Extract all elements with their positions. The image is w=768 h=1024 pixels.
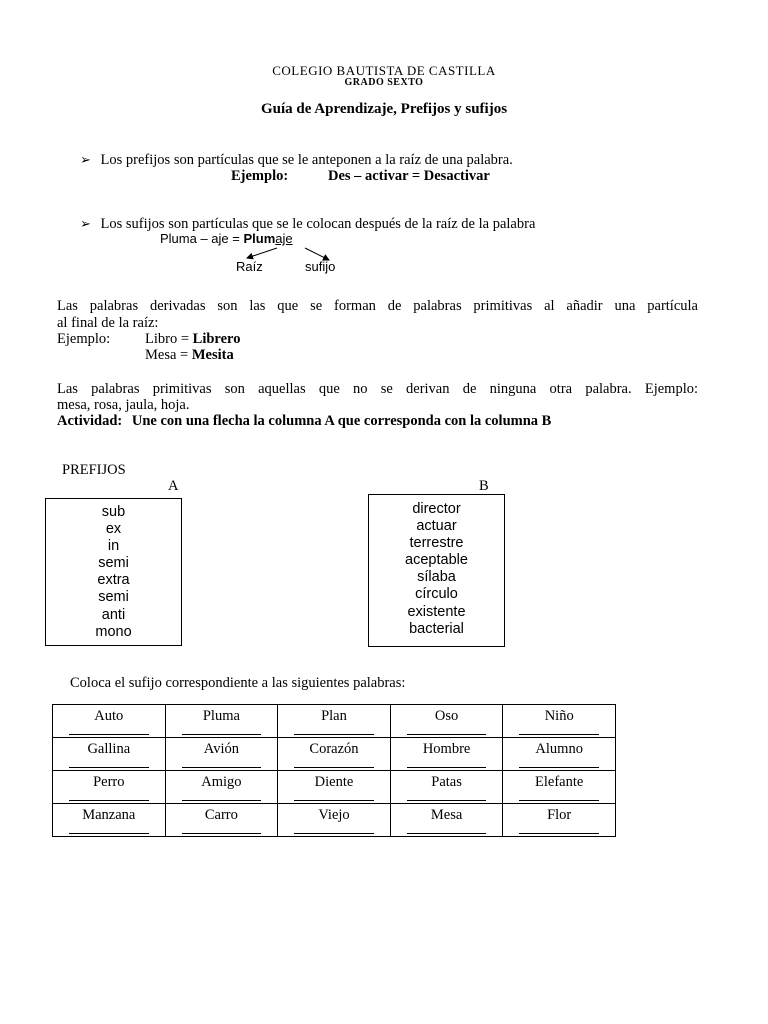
word-cell xyxy=(390,771,503,804)
answer-blank-line[interactable] xyxy=(69,734,149,735)
prefix-bullet-item xyxy=(80,152,513,169)
word-label: Corazón xyxy=(309,741,359,757)
word-cell xyxy=(278,804,391,837)
suffix-label: sufijo xyxy=(305,259,336,274)
answer-blank-line[interactable] xyxy=(182,734,262,735)
column-a-label: A xyxy=(168,478,179,494)
word-label: Gallina xyxy=(87,741,131,757)
word-label: Viejo xyxy=(318,807,350,823)
word-label: Auto xyxy=(94,708,124,724)
word-label: Patas xyxy=(431,774,462,790)
word-label: Elefante xyxy=(535,774,584,790)
word-label: Flor xyxy=(547,807,572,823)
table-row xyxy=(53,804,616,837)
answer-blank-line[interactable] xyxy=(182,767,262,768)
word-cell xyxy=(165,705,278,738)
answer-blank-line[interactable] xyxy=(69,767,149,768)
word-cell xyxy=(278,705,391,738)
match-item: in xyxy=(107,538,120,555)
derived-example-label: Ejemplo: xyxy=(57,331,111,347)
word-label: Plan xyxy=(321,708,347,724)
word-cell xyxy=(165,771,278,804)
match-item: anti xyxy=(101,606,126,623)
word-label: Niño xyxy=(544,708,574,724)
answer-blank-line[interactable] xyxy=(69,833,149,834)
answer-blank-line[interactable] xyxy=(182,800,262,801)
primitive-text-line1: Las palabras primitivas son aquellas que no se derivan de ninguna otra palabra. Ejemplo: xyxy=(57,381,698,397)
word-cell xyxy=(165,804,278,837)
word-cell xyxy=(390,738,503,771)
word-label: Avión xyxy=(203,741,239,757)
derived-text-line1: Las palabras derivadas son las que se forman de palabras primitivas al añadir una partícula xyxy=(57,298,698,314)
word-label: Oso xyxy=(434,708,459,724)
school-name: COLEGIO BAUTISTA DE CASTILLA xyxy=(272,63,496,78)
match-item: semi xyxy=(98,555,129,572)
match-item: aceptable xyxy=(405,552,468,569)
activity-instruction xyxy=(57,413,551,430)
match-item: sílaba xyxy=(417,569,456,586)
word-label: Manzana xyxy=(82,807,136,823)
column-b-label: B xyxy=(479,478,489,494)
column-a-list xyxy=(46,499,181,641)
example-2-base: Mesa = xyxy=(145,347,192,363)
answer-blank-line[interactable] xyxy=(182,833,262,834)
match-item: ex xyxy=(105,521,122,538)
match-item: extra xyxy=(97,572,130,589)
answer-blank-line[interactable] xyxy=(407,767,487,768)
guide-title: Guía de Aprendizaje, Prefijos y sufijos xyxy=(260,101,508,117)
derived-text-line2: al final de la raíz: xyxy=(57,315,159,331)
column-b-box xyxy=(368,494,505,647)
match-item: sub xyxy=(101,504,126,520)
answer-blank-line[interactable] xyxy=(407,833,487,834)
match-item: director xyxy=(412,501,461,517)
prefixes-heading: PREFIJOS xyxy=(62,462,126,478)
word-label: Diente xyxy=(314,774,354,790)
primitive-text-line2: mesa, rosa, jaula, hoja. xyxy=(57,397,190,413)
word-cell xyxy=(390,705,503,738)
table-row xyxy=(53,705,616,738)
prefix-definition: Los prefijos son partículas que se le anteponen a la raíz de una palabra. xyxy=(100,152,513,168)
example-1-derived: Librero xyxy=(192,331,241,347)
answer-blank-line[interactable] xyxy=(294,800,374,801)
table-row xyxy=(53,738,616,771)
word-label: Amigo xyxy=(201,774,242,790)
table-row xyxy=(53,771,616,804)
word-cell xyxy=(503,705,616,738)
activity-label: Actividad: xyxy=(57,413,123,429)
answer-blank-line[interactable] xyxy=(519,800,599,801)
match-item: existente xyxy=(407,603,466,620)
root-arrow xyxy=(247,248,277,258)
word-cell xyxy=(503,738,616,771)
word-cell xyxy=(503,804,616,837)
suffix-bullet-item xyxy=(80,216,535,233)
example-2-derived: Mesita xyxy=(191,347,234,363)
word-cell xyxy=(53,705,166,738)
derived-example-2 xyxy=(145,347,234,364)
answer-blank-line[interactable] xyxy=(294,734,374,735)
word-label: Carro xyxy=(204,807,238,823)
word-cell xyxy=(503,771,616,804)
match-item: círculo xyxy=(415,586,458,603)
match-item: semi xyxy=(98,589,129,606)
answer-blank-line[interactable] xyxy=(294,833,374,834)
word-label: Pluma xyxy=(202,708,240,724)
prefix-example-text: Des – activar = Desactivar xyxy=(328,168,490,184)
answer-blank-line[interactable] xyxy=(519,734,599,735)
match-item: mono xyxy=(95,623,132,640)
word-cell xyxy=(278,771,391,804)
answer-blank-line[interactable] xyxy=(294,767,374,768)
match-item: actuar xyxy=(416,518,457,535)
word-label: Alumno xyxy=(535,741,583,757)
arrow-bullet-icon: ➢ xyxy=(80,216,91,231)
word-cell xyxy=(53,771,166,804)
word-cell xyxy=(390,804,503,837)
activity-text: Une con una flecha la columna A que corresponda con la columna B xyxy=(131,413,552,429)
derived-example-1 xyxy=(145,331,240,348)
example-1-base: Libro = xyxy=(145,331,193,347)
root-label: Raíz xyxy=(236,259,263,274)
equation-text: Pluma – aje = xyxy=(160,231,244,246)
answer-blank-line[interactable] xyxy=(519,767,599,768)
match-item: bacterial xyxy=(409,620,464,637)
suffix-definition: Los sufijos son partículas que se le colocan después de la raíz de la palabra xyxy=(100,216,536,232)
grade-label: GRADO SEXTO xyxy=(344,77,424,88)
word-cell xyxy=(53,804,166,837)
word-label: Mesa xyxy=(430,807,463,823)
word-label: Perro xyxy=(93,774,125,790)
diagram-root: Plum xyxy=(243,231,276,246)
diagram-suffix: aje xyxy=(275,231,293,246)
answer-blank-line[interactable] xyxy=(69,800,149,801)
column-b-list xyxy=(369,495,504,638)
answer-blank-line[interactable] xyxy=(407,800,487,801)
word-cell xyxy=(53,738,166,771)
match-item: terrestre xyxy=(409,535,464,552)
word-cell xyxy=(278,738,391,771)
word-cell xyxy=(165,738,278,771)
word-label: Hombre xyxy=(422,741,471,757)
answer-blank-line[interactable] xyxy=(407,734,487,735)
column-a-box xyxy=(45,498,182,646)
answer-blank-line[interactable] xyxy=(519,833,599,834)
arrow-bullet-icon: ➢ xyxy=(80,152,91,167)
suffix-table xyxy=(52,704,616,837)
suffix-table-instruction: Coloca el sufijo correspondiente a las siguientes palabras: xyxy=(70,675,406,691)
prefix-example-label: Ejemplo: xyxy=(231,168,289,184)
